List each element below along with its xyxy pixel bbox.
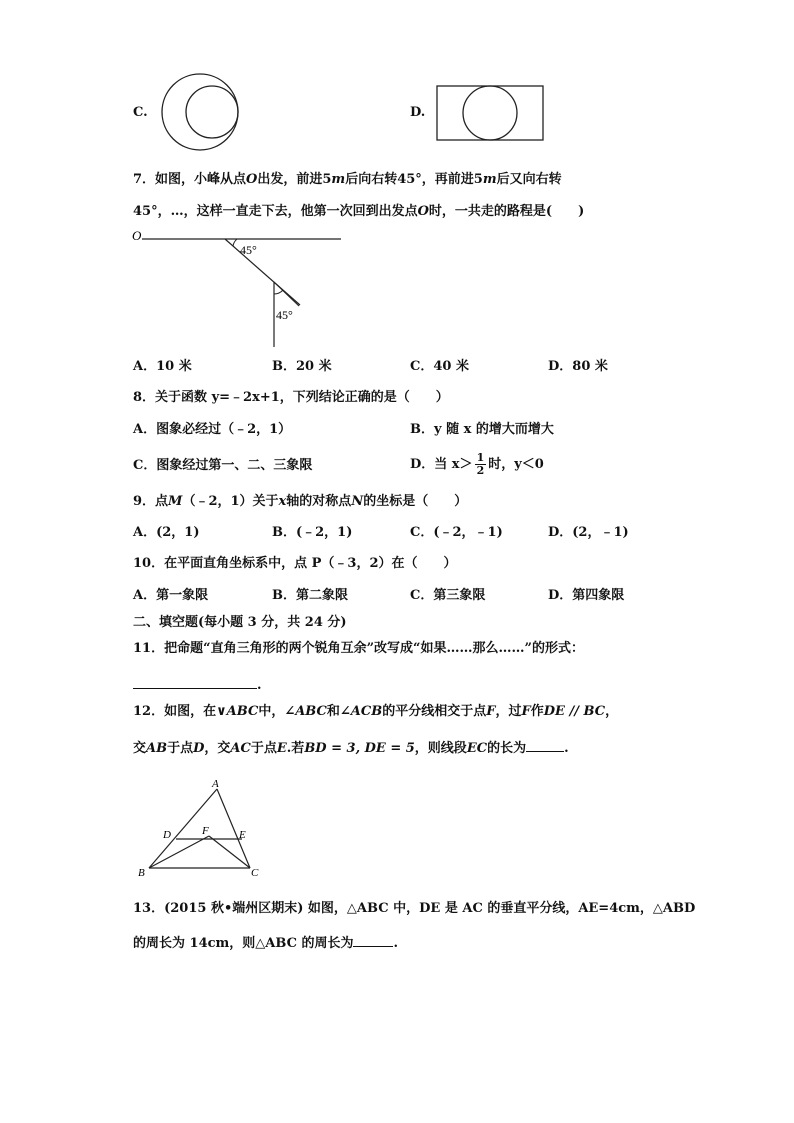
q8-option-d: D．当 x＞ $\frac{1}{2}$ 时，y＜0	[410, 451, 544, 477]
q10-option-b: B．第二象限	[272, 588, 348, 603]
q7-option-b: B．20 米	[272, 359, 332, 374]
q10-option-d: D．第四象限	[548, 588, 625, 603]
q7-fig-angle2: 45°	[276, 308, 293, 322]
q9-option-b: B．(﹣2，1)	[272, 525, 353, 540]
q7-path-figure	[130, 226, 330, 356]
q8-stem: 8．关于函数 y=﹣2x+1，下列结论正确的是（ ）	[133, 390, 449, 405]
q7-option-a: A．10 米	[133, 359, 192, 374]
q10-option-a: A．第一象限	[133, 588, 209, 603]
q12-fig-c: C	[251, 867, 259, 879]
q7-line1: 7．如图，小峰从点O出发，前进5m后向右转45°，再前进5m后又向右转	[133, 172, 562, 187]
q7-fig-angle1: 45°	[240, 243, 257, 257]
q6-option-d-label: D.	[410, 105, 426, 120]
q8-option-c: C．图象经过第一、二、三象限	[133, 458, 313, 473]
q7-line2: 45°，…，这样一直走下去，他第一次回到出发点O时，一共走的路程是( )	[133, 204, 585, 219]
q11-answer-line: .	[133, 675, 262, 694]
q8-fraction: $\frac{1}{2}$	[476, 451, 485, 477]
q12-fig-d: D	[163, 829, 171, 841]
q12-line2: 交AB于点D，交AC于点E.若BD = 3, DE = 5，则线段EC的长为 .	[133, 738, 569, 757]
q10-stem: 10．在平面直角坐标系中，点 P（﹣3，2）在（ ）	[133, 556, 457, 571]
q9-option-a: A．(2，1)	[133, 525, 200, 540]
q13-line1: 13．(2015 秋•端州区期末) 如图，△ABC 中，DE 是 AC 的垂直平分线，AE=4cm，△ABD	[133, 901, 696, 916]
q12-line1: 12．如图，在∨ABC中，∠ABC和∠ACB的平分线相交于点F，过F作DE // BC，	[133, 704, 619, 719]
q13-line2: 的周长为 14cm，则△ABC 的周长为 .	[133, 933, 398, 952]
q9-option-c: C．(﹣2，﹣1)	[410, 525, 503, 540]
q8-option-a: A．图象必经过（﹣2，1）	[133, 422, 292, 437]
q6-option-d-figure	[436, 84, 556, 154]
q12-answer-blank	[526, 738, 564, 752]
q9-option-d: D．(2，﹣1)	[548, 525, 629, 540]
q6-option-c-label: C.	[133, 105, 148, 120]
q8-option-b: B．y 随 x 的增大而增大	[410, 422, 554, 437]
q7-option-d: D．80 米	[548, 359, 608, 374]
q12-fig-b: B	[138, 867, 145, 879]
q9-stem: 9．点M（﹣2，1）关于x轴的对称点N的坐标是（ ）	[133, 494, 468, 509]
q12-fig-f: F	[202, 825, 209, 837]
q11-stem: 11．把命题“直角三角形的两个锐角互余”改写成“如果……那么……”的形式：	[133, 641, 585, 656]
q6-option-c-figure	[160, 62, 280, 162]
q12-triangle-figure	[135, 776, 275, 886]
q12-fig-a: A	[212, 778, 219, 790]
q7-option-c: C．40 米	[410, 359, 469, 374]
q12-fig-e: E	[239, 829, 246, 841]
q10-option-c: C．第三象限	[410, 588, 486, 603]
q7-fig-o: O	[132, 228, 142, 243]
q13-answer-blank	[353, 933, 393, 947]
section-2-heading: 二、填空题(每小题 3 分，共 24 分)	[133, 615, 347, 630]
